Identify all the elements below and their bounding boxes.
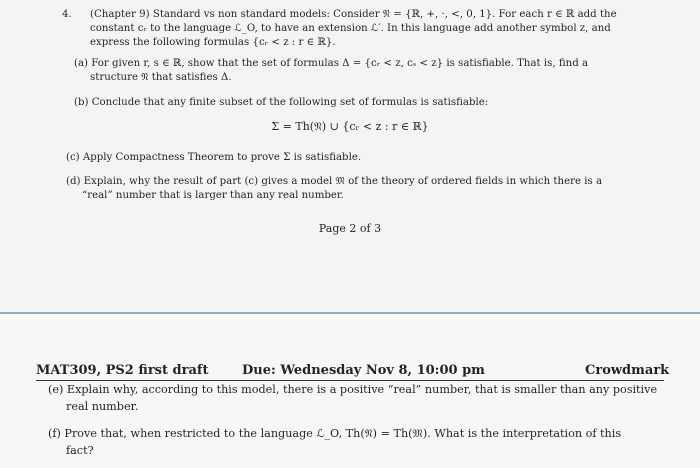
sigma-formula: Σ = Th(𝔑) ∪ {cᵣ < z : r ∈ ℝ} xyxy=(271,120,429,133)
part-f-line-1: (f) Prove that, when restricted to the language ℒ_O, Th(𝔑) = Th(𝔐). What is the interpretation of this xyxy=(48,427,622,440)
part-f-line-2: fact? xyxy=(66,444,94,457)
header-rule xyxy=(36,380,664,381)
part-e-line-1: (e) Explain why, according to this model, there is a positive “real” number, that is smaller than any positive xyxy=(48,383,658,396)
course-title: MAT309, PS2 first draft xyxy=(36,363,209,378)
page-divider xyxy=(0,312,700,314)
problem-intro-line-1: (Chapter 9) Standard vs non standard models: Consider 𝔑 = {ℝ, +, ·, <, 0, 1}. For each r ∈ ℝ add the xyxy=(90,9,617,20)
part-d-line-2: “real” number that is larger than any real number. xyxy=(82,190,344,201)
part-b-line: (b) Conclude that any finite subset of the following set of formulas is satisfiable: xyxy=(74,97,489,108)
part-c-line: (c) Apply Compactness Theorem to prove Σ is satisfiable. xyxy=(66,152,362,163)
problem-intro-line-3: express the following formulas {cᵣ < z : r ∈ ℝ}. xyxy=(90,37,336,48)
problem-intro-line-2: constant cᵣ to the language ℒ_O, to have an extension ℒ′. In this language add another symbol z, and xyxy=(90,23,611,34)
page-number: Page 2 of 3 xyxy=(318,222,382,235)
problem-number: 4. xyxy=(62,9,72,20)
part-a-line-1: (a) For given r, s ∈ ℝ, show that the set of formulas Δ = {cᵣ < z, cₛ < z} is satisfiable. That is, find a xyxy=(74,58,589,69)
part-d-line-1: (d) Explain, why the result of part (c) gives a model 𝔐 of the theory of ordered fields in which there is a xyxy=(66,176,603,187)
due-date: Due: Wednesday Nov 8, 10:00 pm xyxy=(242,363,485,378)
crowdmark-label: Crowdmark xyxy=(585,363,670,378)
part-a-line-2: structure 𝔑 that satisfies Δ. xyxy=(90,72,232,83)
part-e-line-2: real number. xyxy=(66,400,139,413)
